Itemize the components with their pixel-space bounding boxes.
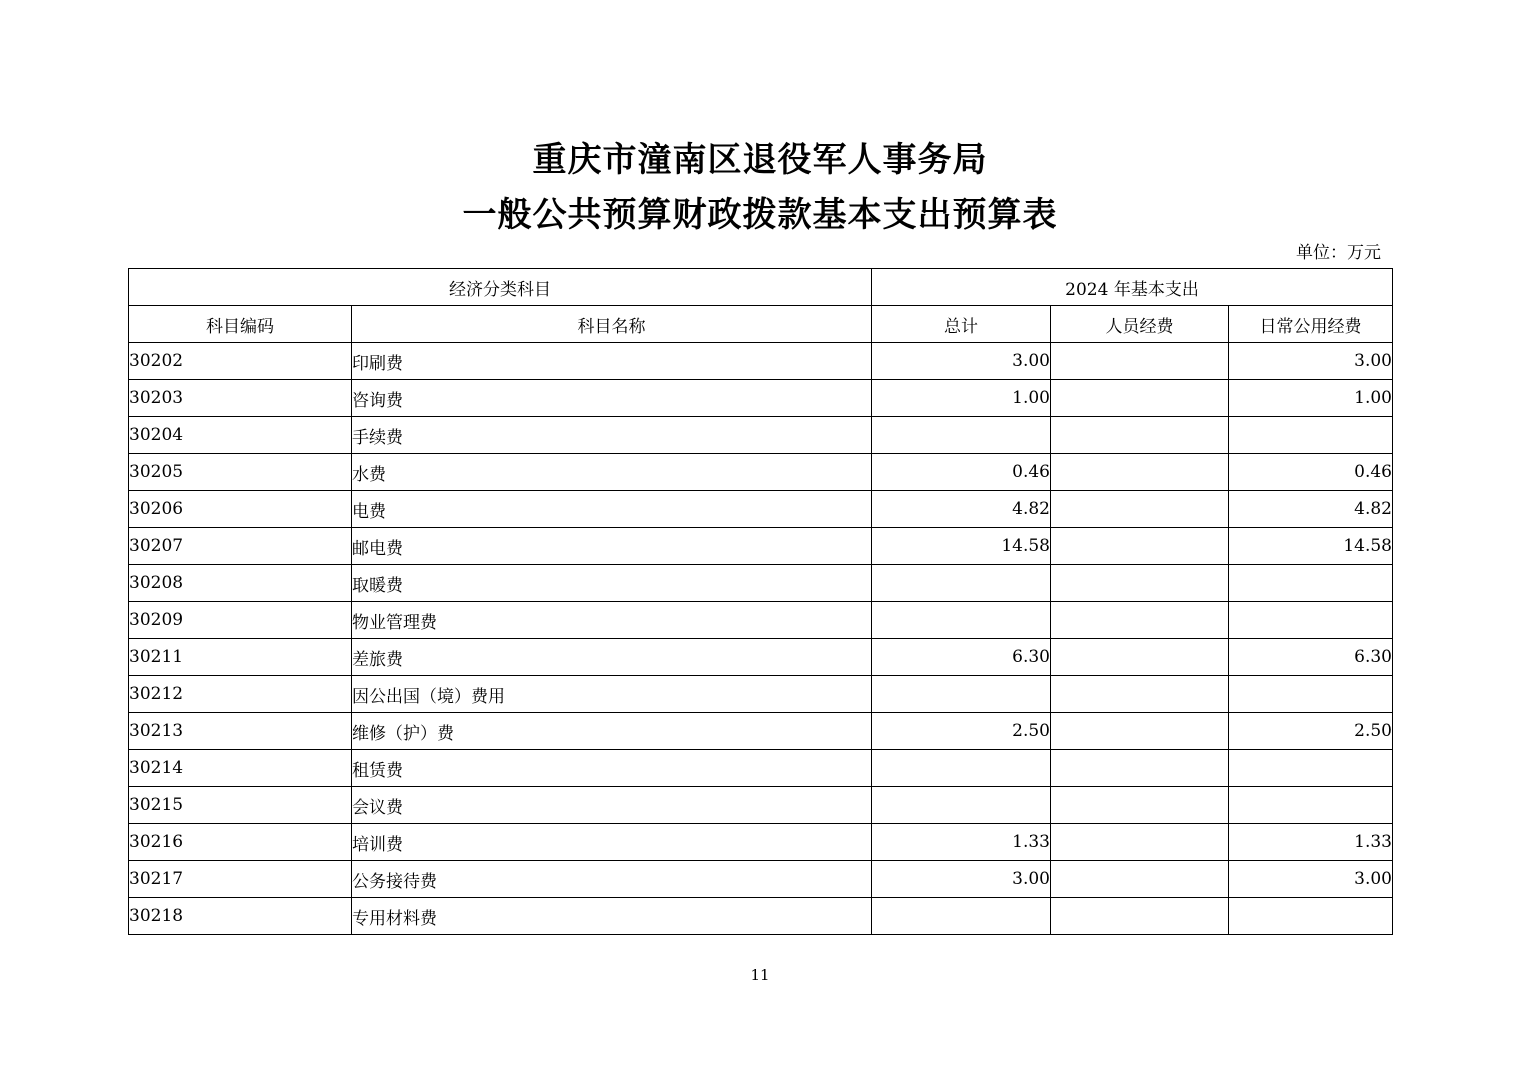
cell-name: 因公出国（境）费用 [352, 676, 872, 713]
cell-code: 30215 [129, 787, 352, 824]
cell-personnel [1051, 417, 1229, 454]
cell-personnel [1051, 898, 1229, 935]
column-header-row [129, 306, 1393, 343]
cell-personnel [1051, 713, 1229, 750]
cell-public [1229, 750, 1393, 787]
cell-personnel [1051, 676, 1229, 713]
unit-label: 单位：万元 [1296, 243, 1381, 263]
cell-public: 4.82 [1229, 491, 1393, 528]
cell-name: 邮电费 [352, 528, 872, 565]
cell-total [872, 898, 1051, 935]
table-row [129, 750, 1393, 787]
cell-personnel [1051, 528, 1229, 565]
cell-name: 咨询费 [352, 380, 872, 417]
table-row [129, 787, 1393, 824]
cell-code: 30203 [129, 380, 352, 417]
cell-name: 差旅费 [352, 639, 872, 676]
group-header-economic-category: 经济分类科目 [129, 269, 872, 306]
cell-code: 30205 [129, 454, 352, 491]
cell-public [1229, 417, 1393, 454]
cell-name: 印刷费 [352, 343, 872, 380]
page-number: 11 [750, 966, 770, 984]
cell-personnel [1051, 343, 1229, 380]
cell-code: 30208 [129, 565, 352, 602]
cell-name: 培训费 [352, 824, 872, 861]
cell-total [872, 602, 1051, 639]
cell-name: 电费 [352, 491, 872, 528]
table-row [129, 639, 1393, 676]
cell-code: 30207 [129, 528, 352, 565]
table-row [129, 602, 1393, 639]
cell-total: 1.00 [872, 380, 1051, 417]
table-row [129, 824, 1393, 861]
cell-personnel [1051, 824, 1229, 861]
cell-code: 30213 [129, 713, 352, 750]
cell-code: 30217 [129, 861, 352, 898]
cell-total [872, 787, 1051, 824]
cell-public: 1.33 [1229, 824, 1393, 861]
table-body [129, 343, 1393, 935]
cell-code: 30214 [129, 750, 352, 787]
table-row [129, 565, 1393, 602]
cell-public [1229, 787, 1393, 824]
cell-public: 3.00 [1229, 343, 1393, 380]
cell-code: 30212 [129, 676, 352, 713]
cell-personnel [1051, 565, 1229, 602]
table-row [129, 528, 1393, 565]
table-row [129, 343, 1393, 380]
table-row [129, 417, 1393, 454]
cell-name: 维修（护）费 [352, 713, 872, 750]
cell-name: 专用材料费 [352, 898, 872, 935]
cell-personnel [1051, 861, 1229, 898]
cell-code: 30202 [129, 343, 352, 380]
cell-total: 3.00 [872, 343, 1051, 380]
cell-personnel [1051, 639, 1229, 676]
cell-public: 1.00 [1229, 380, 1393, 417]
column-header-public: 日常公用经费 [1229, 306, 1393, 343]
cell-name: 取暖费 [352, 565, 872, 602]
cell-name: 公务接待费 [352, 861, 872, 898]
cell-code: 30216 [129, 824, 352, 861]
column-header-code: 科目编码 [129, 306, 352, 343]
document-title-line2: 一般公共预算财政拨款基本支出预算表 [462, 195, 1058, 235]
cell-personnel [1051, 380, 1229, 417]
cell-total: 0.46 [872, 454, 1051, 491]
cell-personnel [1051, 750, 1229, 787]
cell-name: 水费 [352, 454, 872, 491]
table-row [129, 676, 1393, 713]
cell-public: 6.30 [1229, 639, 1393, 676]
column-header-total: 总计 [872, 306, 1051, 343]
cell-name: 租赁费 [352, 750, 872, 787]
cell-code: 30209 [129, 602, 352, 639]
group-header-basic-expenditure: 2024 年基本支出 [872, 269, 1393, 306]
cell-total [872, 676, 1051, 713]
budget-table [128, 268, 1393, 935]
cell-total: 14.58 [872, 528, 1051, 565]
cell-total: 6.30 [872, 639, 1051, 676]
cell-public: 0.46 [1229, 454, 1393, 491]
cell-name: 手续费 [352, 417, 872, 454]
cell-personnel [1051, 491, 1229, 528]
cell-public: 3.00 [1229, 861, 1393, 898]
cell-total: 4.82 [872, 491, 1051, 528]
cell-code: 30211 [129, 639, 352, 676]
cell-code: 30206 [129, 491, 352, 528]
cell-public [1229, 676, 1393, 713]
cell-public [1229, 898, 1393, 935]
cell-public [1229, 565, 1393, 602]
cell-total [872, 750, 1051, 787]
table-row [129, 491, 1393, 528]
cell-total [872, 417, 1051, 454]
table-row [129, 861, 1393, 898]
cell-public: 14.58 [1229, 528, 1393, 565]
cell-total [872, 565, 1051, 602]
cell-total: 3.00 [872, 861, 1051, 898]
cell-total: 1.33 [872, 824, 1051, 861]
cell-name: 会议费 [352, 787, 872, 824]
cell-code: 30218 [129, 898, 352, 935]
table-row [129, 713, 1393, 750]
cell-personnel [1051, 454, 1229, 491]
group-header-row [129, 269, 1393, 306]
table-row [129, 454, 1393, 491]
cell-personnel [1051, 787, 1229, 824]
table-row [129, 380, 1393, 417]
table-row [129, 898, 1393, 935]
cell-code: 30204 [129, 417, 352, 454]
column-header-name: 科目名称 [352, 306, 872, 343]
cell-total: 2.50 [872, 713, 1051, 750]
column-header-personnel: 人员经费 [1051, 306, 1229, 343]
cell-public [1229, 602, 1393, 639]
document-title-line1: 重庆市潼南区退役军人事务局 [532, 140, 988, 180]
cell-personnel [1051, 602, 1229, 639]
cell-name: 物业管理费 [352, 602, 872, 639]
cell-public: 2.50 [1229, 713, 1393, 750]
